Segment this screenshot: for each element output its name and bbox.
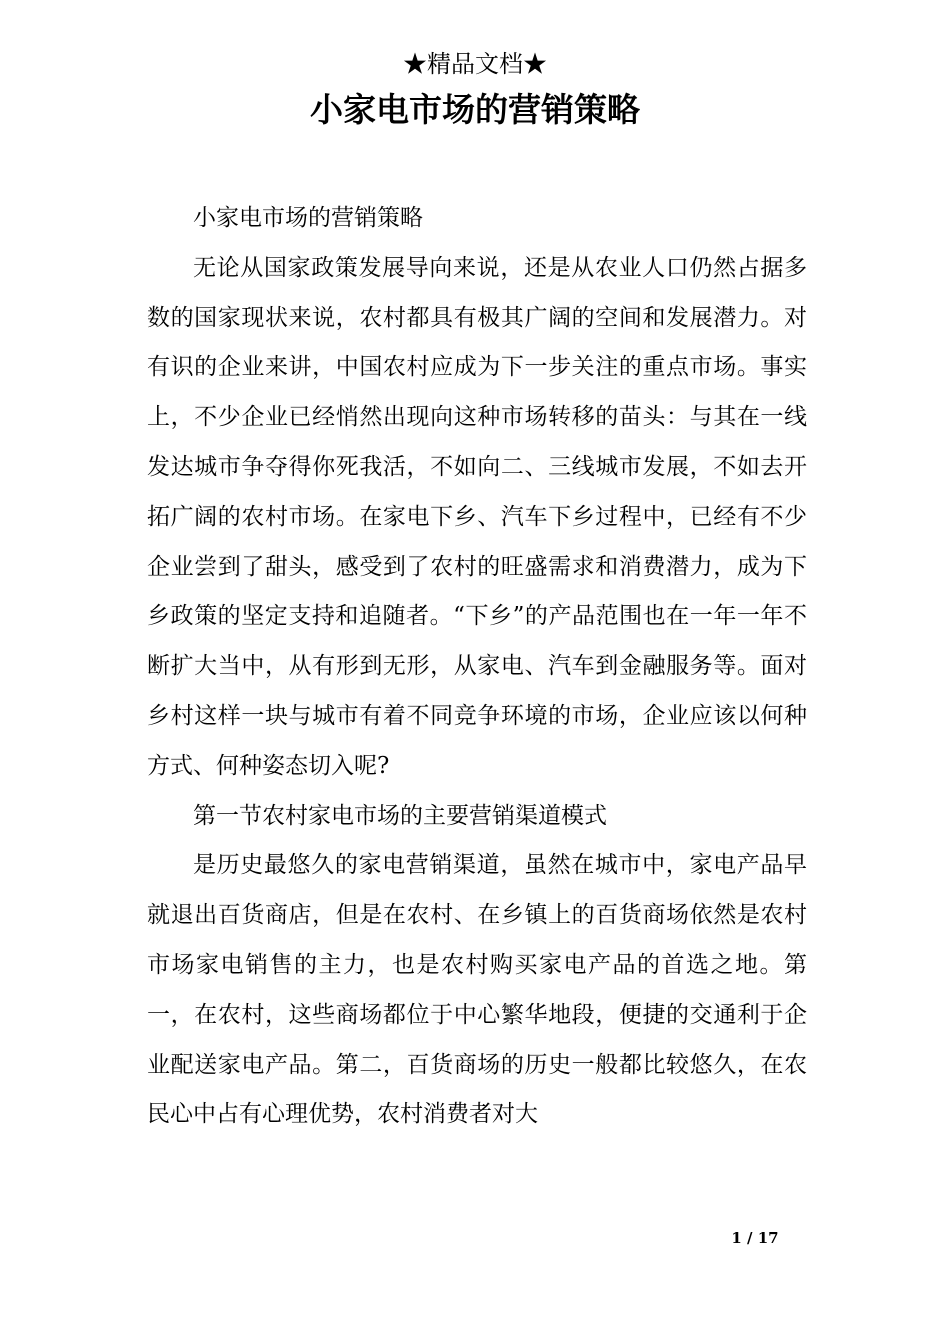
- section-title: 小家电市场的营销策略: [193, 205, 423, 231]
- section-heading: 第一节农村家电市场的主要营销渠道模式: [193, 802, 607, 829]
- document-title: 小家电市场的营销策略: [310, 90, 640, 129]
- paragraph: 是历史最悠久的家电营销渠道，虽然在城市中，家电产品早就退出百货商店，但是在农村、在乡镇上的百货商场依然是农村市场家电销售的主力，也是农村购买家电产品的首选之地。第一，在农村，这些商场都位于中心繁华地段，便捷的交通利于企业配送家电产品。第二，百货商场的历史一般都比较悠久，在农民心中占有心理优势，农村消费者对大: [147, 852, 807, 1128]
- header-label: ★精品文档★: [403, 50, 547, 78]
- page-number: 1 / 17: [731, 1229, 779, 1247]
- paragraph: 无论从国家政策发展导向来说，还是从农业人口仍然占据多数的国家现状来说，农村都具有极其广阔的空间和发展潜力。对有识的企业来讲，中国农村应成为下一步关注的重点市场。事实上，不少企业已经悄然出现向这种市场转移的苗头：与其在一线发达城市争夺得你死我活，不如向二、三线城市发展，不如去开拓广阔的农村市场。在家电下乡、汽车下乡过程中，已经有不少企业尝到了甜头，感受到了农村的旺盛需求和消费潜力，成为下乡政策的坚定支持和追随者。“下乡”的产品范围也在一年一年不断扩大当中，从有形到无形，从家电、汽车到金融服务等。面对乡村这样一块与城市有着不同竞争环境的市场，企业应该以何种方式、何种姿态切入呢?: [147, 254, 807, 779]
- document-body: [147, 194, 807, 1140]
